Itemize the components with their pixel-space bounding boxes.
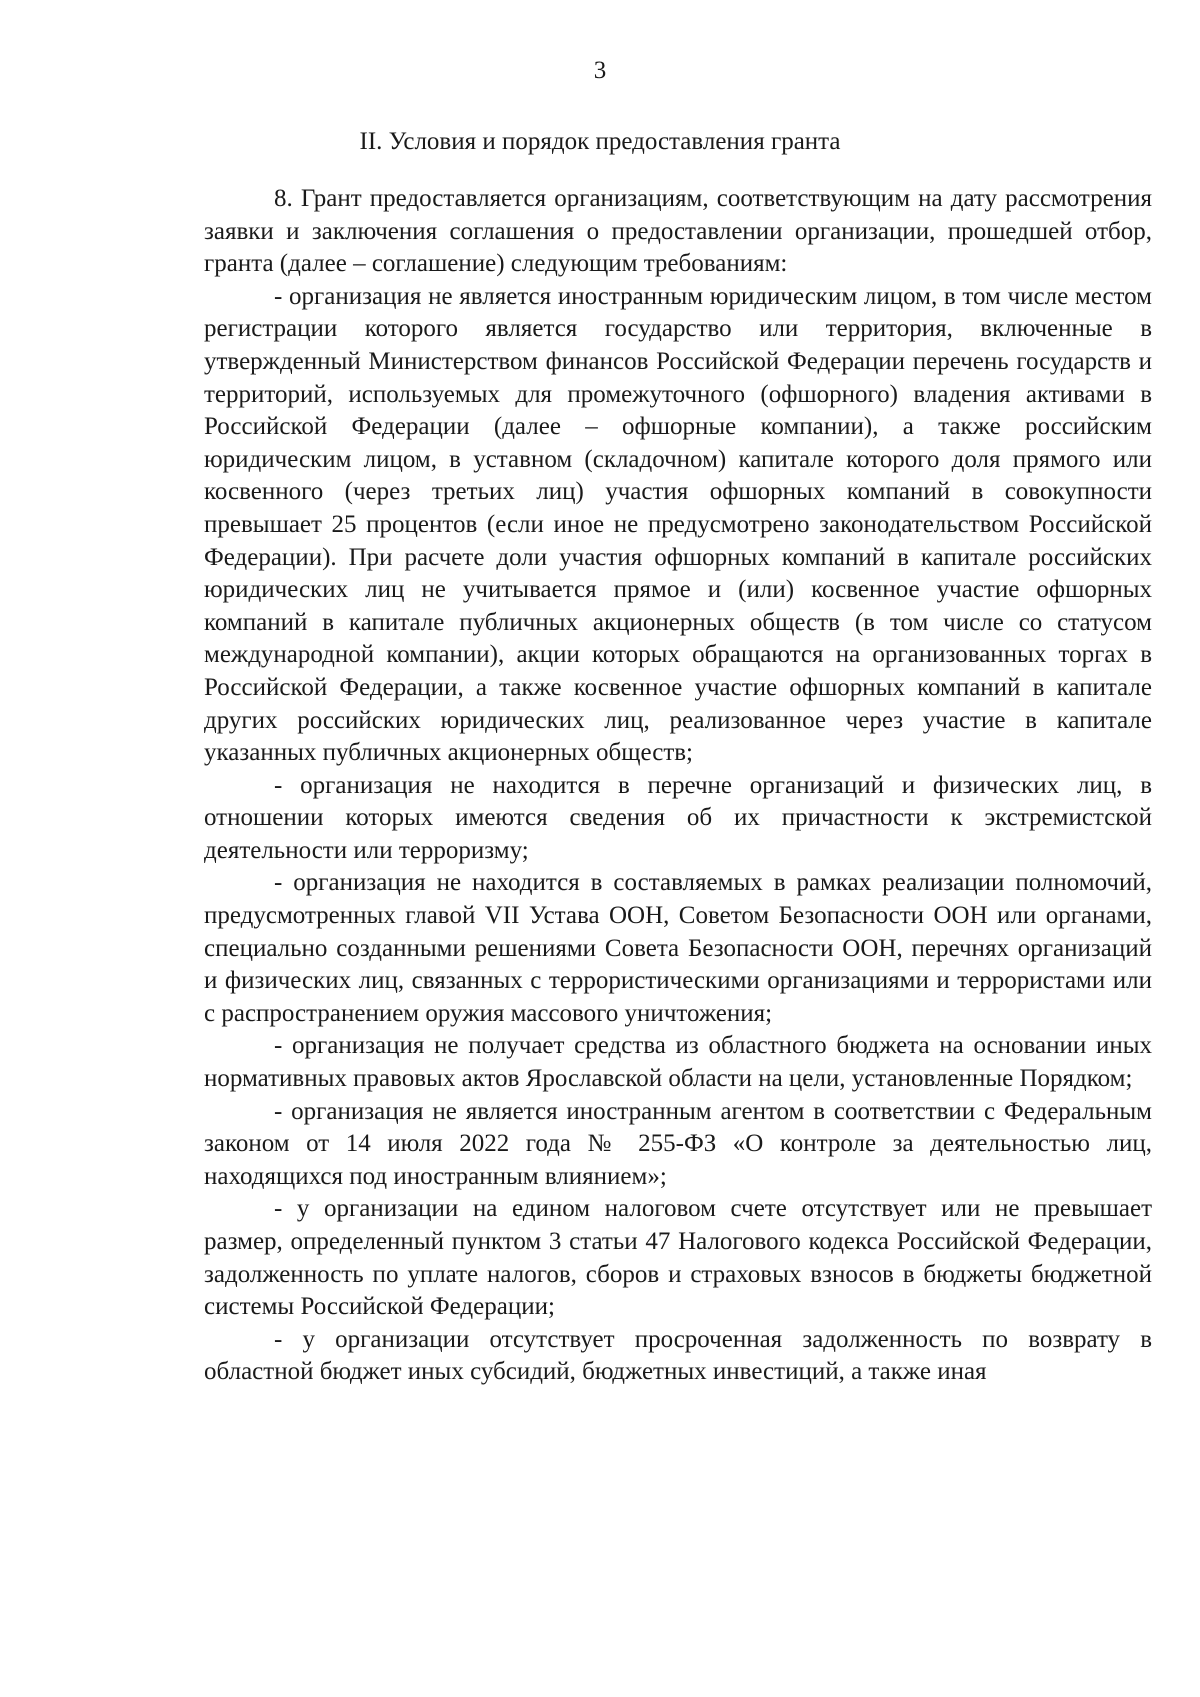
body-text bbox=[204, 183, 1152, 1389]
paragraph-overdue-debt: - у организации отсутствует просроченная задолженность по возврату в областной бюджет иных субсидий, бюджетных инвестиций, а также иная bbox=[204, 1325, 1152, 1386]
paragraph-grant-requirements: 8. Грант предоставляется организациям, соответствующим на дату рассмотрения заявки и заключения соглашения о предоставлении организации, прошедшей отбор, гранта (далее – соглашение) следующим требованиям: bbox=[204, 185, 1152, 278]
section-title: II. Условия и порядок предоставления гранта bbox=[359, 128, 841, 155]
paragraph-tax-debt: - у организации на едином налоговом счете отсутствует или не превышает размер, определенный пунктом 3 статьи 47 Налогового кодекса Российской Федерации, задолженность по уплате налогов, сборов и страховых взносов в бюджеты бюджетной системы Российской Федерации; bbox=[204, 1195, 1152, 1321]
paragraph-un-lists: - организация не находится в составляемых в рамках реализации полномочий, предусмотренных главой VII Устава ООН, Советом Безопасности ООН или органами, специально созданными решениями Совета Безопасности ООН, перечнях организаций и физических лиц, связанных с террористическими организациями и террористами или с распространением оружия массового уничтожения; bbox=[204, 869, 1152, 1027]
paragraph-extremism: - организация не находится в перечне организаций и физических лиц, в отношении которых имеются сведения об их причастности к экстремистской деятельности или терроризму; bbox=[204, 771, 1152, 864]
paragraph-foreign-agent: - организация не является иностранным агентом в соответствии с Федеральным законом от 14 июля 2022 года № 255-ФЗ «О контроле за деятельностью лиц, находящихся под иностранным влиянием»; bbox=[204, 1097, 1152, 1190]
paragraph-offshore: - организация не является иностранным юридическим лицом, в том числе местом регистрации которого является государство или территория, включенные в утвержденный Министерством финансов Российской Федерации перечень государств и территорий, используемых для промежуточного (офшорного) владения активами в Российской Федерации (далее – офшорные компании), а также российским юридическим лицом, в уставном (складочном) капитале которого доля прямого или косвенного (через третьих лиц) участия офшорных компаний в совокупности превышает 25 процентов (если иное не предусмотрено законодательством Российской Федерации). При расчете доли участия офшорных компаний в капитале российских юридических лиц не учитывается прямое и (или) косвенное участие офшорных компаний в капитале публичных акционерных обществ (в том числе со статусом международной компании), акции которых обращаются на организованных торгах в Российской Федерации, а также косвенное участие офшорных компаний в капитале других российских юридических лиц, реализованное через участие в капитале указанных публичных акционерных обществ; bbox=[204, 282, 1152, 767]
page-number: 3 bbox=[593, 57, 607, 84]
paragraph-regional-budget: - организация не получает средства из областного бюджета на основании иных нормативных правовых актов Ярославской области на цели, установленные Порядком; bbox=[204, 1032, 1152, 1093]
